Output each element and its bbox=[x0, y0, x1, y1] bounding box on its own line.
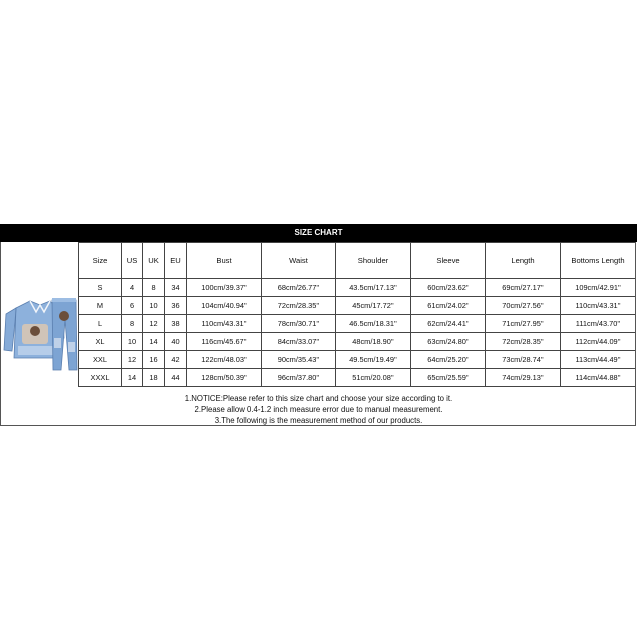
table-cell: XL bbox=[79, 333, 122, 351]
table-cell: 43.5cm/17.13'' bbox=[336, 279, 411, 297]
table-cell: 62cm/24.41'' bbox=[411, 315, 486, 333]
header-cell: Length bbox=[486, 243, 561, 279]
table-cell: XXXL bbox=[79, 369, 122, 387]
table-cell: 10 bbox=[143, 297, 165, 315]
size-chart bbox=[0, 224, 637, 427]
table-cell: 116cm/45.67'' bbox=[187, 333, 262, 351]
header-cell: Bust bbox=[187, 243, 262, 279]
table-cell: 90cm/35.43'' bbox=[262, 351, 336, 369]
table-row bbox=[79, 333, 636, 351]
table-cell: 61cm/24.02'' bbox=[411, 297, 486, 315]
table-cell: 44 bbox=[165, 369, 187, 387]
table-cell: 45cm/17.72'' bbox=[336, 297, 411, 315]
table-cell: 110cm/43.31'' bbox=[561, 297, 636, 315]
table-cell: 78cm/30.71'' bbox=[262, 315, 336, 333]
table-cell: 110cm/43.31'' bbox=[187, 315, 262, 333]
table-cell: 12 bbox=[143, 315, 165, 333]
table-cell: 38 bbox=[165, 315, 187, 333]
table-cell: 74cm/29.13'' bbox=[486, 369, 561, 387]
table-cell: XXL bbox=[79, 351, 122, 369]
table-cell: 84cm/33.07'' bbox=[262, 333, 336, 351]
table-row bbox=[79, 297, 636, 315]
notice-line: 2.Please allow 0.4-1.2 inch measure error due to manual measurement. bbox=[194, 405, 443, 414]
table-row bbox=[79, 369, 636, 387]
table-cell: 65cm/25.59'' bbox=[411, 369, 486, 387]
table-cell: 51cm/20.08'' bbox=[336, 369, 411, 387]
table-cell: 73cm/28.74'' bbox=[486, 351, 561, 369]
table-row bbox=[79, 351, 636, 369]
header-cell: Sleeve bbox=[411, 243, 486, 279]
table-cell: 68cm/26.77'' bbox=[262, 279, 336, 297]
size-table bbox=[78, 242, 636, 387]
table-cell: 96cm/37.80'' bbox=[262, 369, 336, 387]
table-cell: 100cm/39.37'' bbox=[187, 279, 262, 297]
table-cell: 69cm/27.17'' bbox=[486, 279, 561, 297]
size-notes bbox=[0, 393, 637, 426]
table-cell: 63cm/24.80'' bbox=[411, 333, 486, 351]
table-cell: 64cm/25.20'' bbox=[411, 351, 486, 369]
header-cell: Shoulder bbox=[336, 243, 411, 279]
table-cell: 72cm/28.35'' bbox=[262, 297, 336, 315]
header-cell: UK bbox=[143, 243, 165, 279]
table-cell: S bbox=[79, 279, 122, 297]
table-cell: 49.5cm/19.49'' bbox=[336, 351, 411, 369]
header-cell: US bbox=[122, 243, 143, 279]
table-cell: 70cm/27.56'' bbox=[486, 297, 561, 315]
header-cell: Bottoms Length bbox=[561, 243, 636, 279]
notice-line: 3.The following is the measurement method of our products. bbox=[214, 416, 423, 425]
table-cell: 6 bbox=[122, 297, 143, 315]
header-cell: EU bbox=[165, 243, 187, 279]
size-chart-title: SIZE CHART bbox=[0, 224, 637, 242]
table-cell: 18 bbox=[143, 369, 165, 387]
table-cell: 10 bbox=[122, 333, 143, 351]
table-cell: 34 bbox=[165, 279, 187, 297]
table-cell: 4 bbox=[122, 279, 143, 297]
table-cell: 111cm/43.70'' bbox=[561, 315, 636, 333]
table-cell: 14 bbox=[143, 333, 165, 351]
notice-line: 1.NOTICE:Please refer to this size chart and choose your size according to it. bbox=[184, 394, 453, 403]
table-cell: 36 bbox=[165, 297, 187, 315]
table-cell: 72cm/28.35'' bbox=[486, 333, 561, 351]
table-cell: 114cm/44.88'' bbox=[561, 369, 636, 387]
table-cell: 8 bbox=[122, 315, 143, 333]
table-cell: 16 bbox=[143, 351, 165, 369]
table-cell: 128cm/50.39'' bbox=[187, 369, 262, 387]
table-row bbox=[79, 279, 636, 297]
table-cell: M bbox=[79, 297, 122, 315]
table-cell: 122cm/48.03'' bbox=[187, 351, 262, 369]
table-header-row bbox=[79, 243, 636, 279]
table-cell: 60cm/23.62'' bbox=[411, 279, 486, 297]
pajama-set-image bbox=[0, 242, 80, 392]
table-cell: 109cm/42.91'' bbox=[561, 279, 636, 297]
table-cell: 104cm/40.94'' bbox=[187, 297, 262, 315]
table-cell: 113cm/44.49'' bbox=[561, 351, 636, 369]
table-cell: L bbox=[79, 315, 122, 333]
header-cell: Waist bbox=[262, 243, 336, 279]
table-cell: 12 bbox=[122, 351, 143, 369]
header-cell: Size bbox=[79, 243, 122, 279]
table-cell: 14 bbox=[122, 369, 143, 387]
table-cell: 71cm/27.95'' bbox=[486, 315, 561, 333]
table-cell: 112cm/44.09'' bbox=[561, 333, 636, 351]
table-cell: 46.5cm/18.31'' bbox=[336, 315, 411, 333]
table-cell: 40 bbox=[165, 333, 187, 351]
table-row bbox=[79, 315, 636, 333]
table-cell: 8 bbox=[143, 279, 165, 297]
table-cell: 42 bbox=[165, 351, 187, 369]
table-cell: 48cm/18.90'' bbox=[336, 333, 411, 351]
